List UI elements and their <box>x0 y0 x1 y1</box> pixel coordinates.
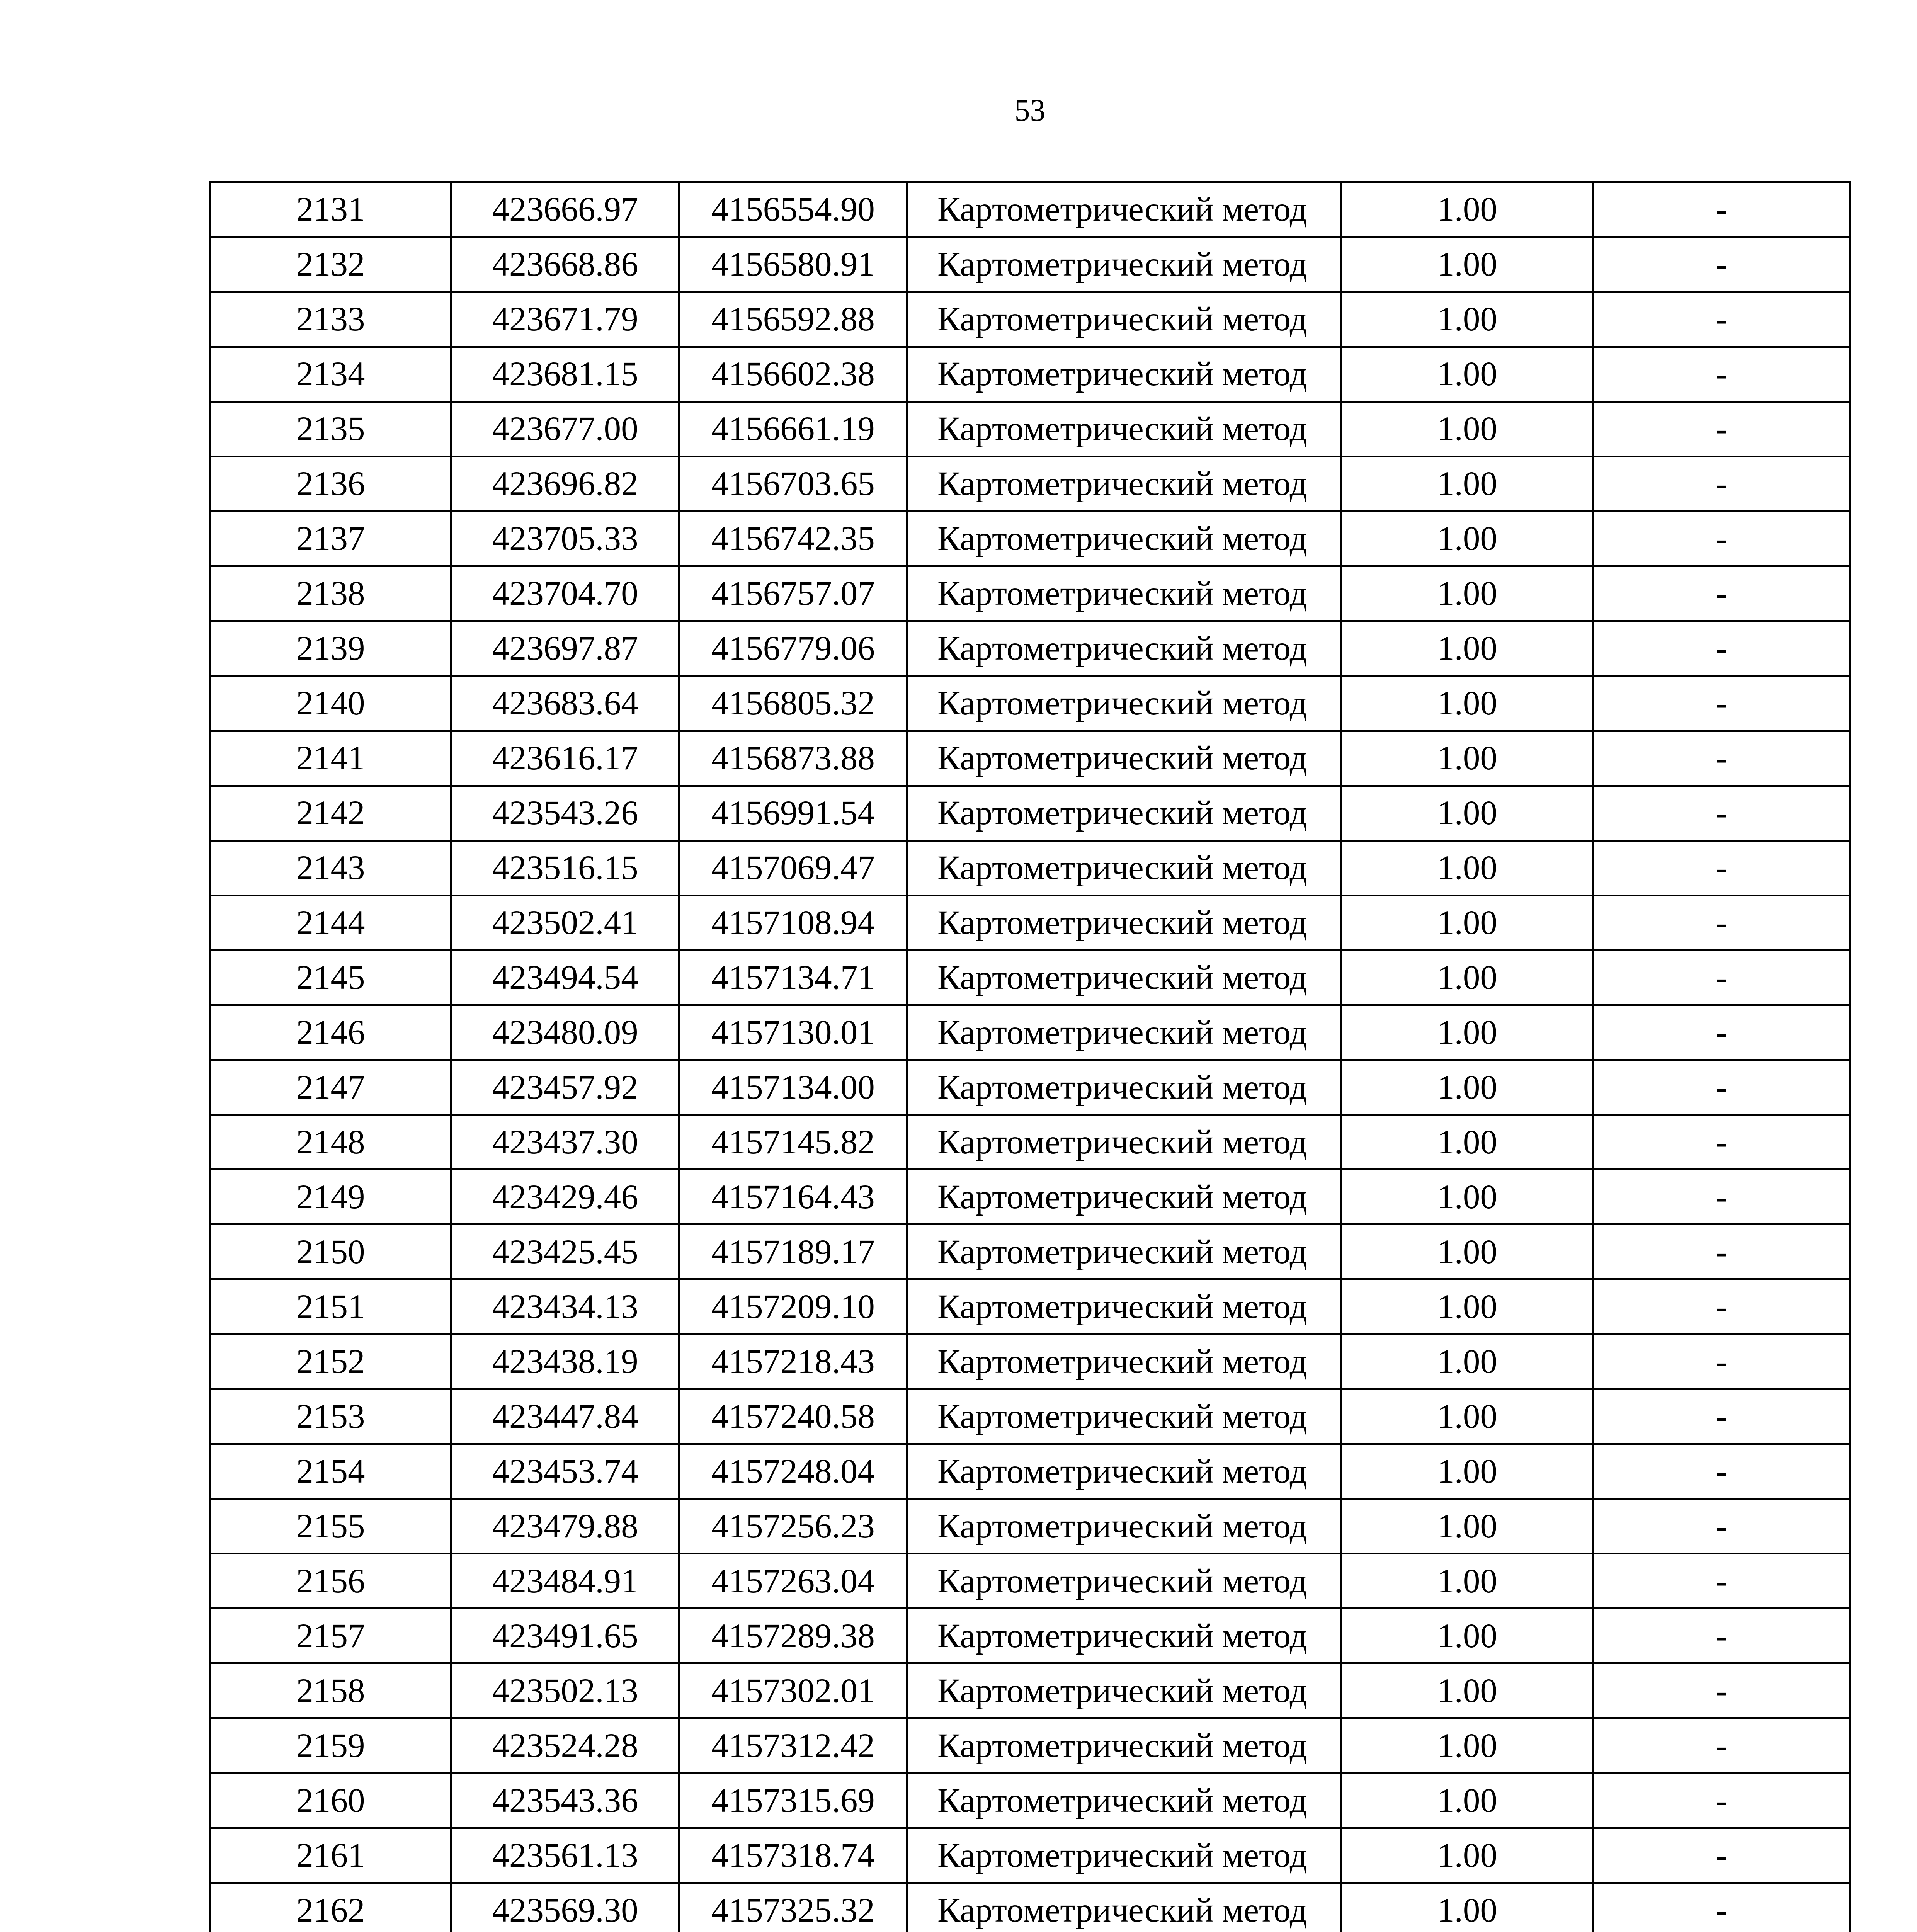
description-cell: - <box>1594 566 1850 621</box>
table-row <box>210 1170 1850 1225</box>
x-coordinate-cell: 423616.17 <box>451 731 679 786</box>
accuracy-cell: 1.00 <box>1341 237 1594 292</box>
method-cell: Картометрический метод <box>907 1115 1341 1170</box>
y-coordinate-cell: 4156742.35 <box>679 511 907 566</box>
point-number-cell: 2144 <box>210 895 451 950</box>
description-cell: - <box>1594 511 1850 566</box>
point-number-cell: 2131 <box>210 182 451 237</box>
point-number-cell: 2148 <box>210 1115 451 1170</box>
table-row <box>210 1499 1850 1554</box>
y-coordinate-cell: 4157248.04 <box>679 1444 907 1499</box>
method-cell: Картометрический метод <box>907 292 1341 347</box>
description-cell: - <box>1594 676 1850 731</box>
method-cell: Картометрический метод <box>907 511 1341 566</box>
table-row <box>210 292 1850 347</box>
description-cell: - <box>1594 1828 1850 1883</box>
x-coordinate-cell: 423704.70 <box>451 566 679 621</box>
description-cell: - <box>1594 895 1850 950</box>
table-row <box>210 1389 1850 1444</box>
y-coordinate-cell: 4156757.07 <box>679 566 907 621</box>
y-coordinate-cell: 4157240.58 <box>679 1389 907 1444</box>
y-coordinate-cell: 4156779.06 <box>679 621 907 676</box>
table-row <box>210 786 1850 840</box>
description-cell: - <box>1594 456 1850 511</box>
description-cell: - <box>1594 1279 1850 1334</box>
table-row <box>210 676 1850 731</box>
accuracy-cell: 1.00 <box>1341 840 1594 895</box>
y-coordinate-cell: 4156580.91 <box>679 237 907 292</box>
accuracy-cell: 1.00 <box>1341 347 1594 401</box>
table-row <box>210 950 1850 1005</box>
accuracy-cell: 1.00 <box>1341 1334 1594 1389</box>
method-cell: Картометрический метод <box>907 1334 1341 1389</box>
description-cell: - <box>1594 182 1850 237</box>
accuracy-cell: 1.00 <box>1341 1060 1594 1115</box>
accuracy-cell: 1.00 <box>1341 1828 1594 1883</box>
x-coordinate-cell: 423502.41 <box>451 895 679 950</box>
table-row <box>210 1883 1850 1932</box>
description-cell: - <box>1594 1499 1850 1554</box>
x-coordinate-cell: 423683.64 <box>451 676 679 731</box>
description-cell: - <box>1594 237 1850 292</box>
accuracy-cell: 1.00 <box>1341 731 1594 786</box>
y-coordinate-cell: 4157134.71 <box>679 950 907 1005</box>
accuracy-cell: 1.00 <box>1341 621 1594 676</box>
table-row <box>210 1609 1850 1663</box>
x-coordinate-cell: 423671.79 <box>451 292 679 347</box>
accuracy-cell: 1.00 <box>1341 1005 1594 1060</box>
y-coordinate-cell: 4157325.32 <box>679 1883 907 1932</box>
description-cell: - <box>1594 1444 1850 1499</box>
method-cell: Картометрический метод <box>907 840 1341 895</box>
accuracy-cell: 1.00 <box>1341 511 1594 566</box>
point-number-cell: 2147 <box>210 1060 451 1115</box>
method-cell: Картометрический метод <box>907 1554 1341 1609</box>
x-coordinate-cell: 423697.87 <box>451 621 679 676</box>
point-number-cell: 2157 <box>210 1609 451 1663</box>
description-cell: - <box>1594 1883 1850 1932</box>
description-cell: - <box>1594 1609 1850 1663</box>
y-coordinate-cell: 4156873.88 <box>679 731 907 786</box>
table-row <box>210 237 1850 292</box>
point-number-cell: 2151 <box>210 1279 451 1334</box>
point-number-cell: 2161 <box>210 1828 451 1883</box>
table-row <box>210 895 1850 950</box>
description-cell: - <box>1594 1060 1850 1115</box>
table-row <box>210 1663 1850 1718</box>
accuracy-cell: 1.00 <box>1341 1499 1594 1554</box>
x-coordinate-cell: 423491.65 <box>451 1609 679 1663</box>
accuracy-cell: 1.00 <box>1341 786 1594 840</box>
x-coordinate-cell: 423677.00 <box>451 401 679 456</box>
y-coordinate-cell: 4157315.69 <box>679 1773 907 1828</box>
table-row <box>210 1060 1850 1115</box>
table-row <box>210 840 1850 895</box>
description-cell: - <box>1594 347 1850 401</box>
table-row <box>210 1773 1850 1828</box>
method-cell: Картометрический метод <box>907 566 1341 621</box>
method-cell: Картометрический метод <box>907 347 1341 401</box>
method-cell: Картометрический метод <box>907 621 1341 676</box>
y-coordinate-cell: 4156661.19 <box>679 401 907 456</box>
method-cell: Картометрический метод <box>907 1389 1341 1444</box>
accuracy-cell: 1.00 <box>1341 1609 1594 1663</box>
x-coordinate-cell: 423484.91 <box>451 1554 679 1609</box>
table-row <box>210 1828 1850 1883</box>
x-coordinate-cell: 423479.88 <box>451 1499 679 1554</box>
table-row <box>210 1444 1850 1499</box>
description-cell: - <box>1594 786 1850 840</box>
point-number-cell: 2160 <box>210 1773 451 1828</box>
table-row <box>210 347 1850 401</box>
point-number-cell: 2145 <box>210 950 451 1005</box>
method-cell: Картометрический метод <box>907 1005 1341 1060</box>
accuracy-cell: 1.00 <box>1341 1554 1594 1609</box>
point-number-cell: 2154 <box>210 1444 451 1499</box>
table-row <box>210 1005 1850 1060</box>
table-row <box>210 182 1850 237</box>
table-row <box>210 731 1850 786</box>
description-cell: - <box>1594 1554 1850 1609</box>
table-row <box>210 566 1850 621</box>
method-cell: Картометрический метод <box>907 731 1341 786</box>
point-number-cell: 2153 <box>210 1389 451 1444</box>
accuracy-cell: 1.00 <box>1341 566 1594 621</box>
accuracy-cell: 1.00 <box>1341 1883 1594 1932</box>
x-coordinate-cell: 423543.26 <box>451 786 679 840</box>
accuracy-cell: 1.00 <box>1341 1279 1594 1334</box>
point-number-cell: 2156 <box>210 1554 451 1609</box>
x-coordinate-cell: 423480.09 <box>451 1005 679 1060</box>
x-coordinate-cell: 423457.92 <box>451 1060 679 1115</box>
method-cell: Картометрический метод <box>907 182 1341 237</box>
table-row <box>210 1554 1850 1609</box>
y-coordinate-cell: 4157209.10 <box>679 1279 907 1334</box>
x-coordinate-cell: 423569.30 <box>451 1883 679 1932</box>
point-number-cell: 2149 <box>210 1170 451 1225</box>
y-coordinate-cell: 4157164.43 <box>679 1170 907 1225</box>
table-row <box>210 511 1850 566</box>
coordinates-table <box>209 181 1851 1932</box>
point-number-cell: 2152 <box>210 1334 451 1389</box>
method-cell: Картометрический метод <box>907 1060 1341 1115</box>
description-cell: - <box>1594 401 1850 456</box>
point-number-cell: 2135 <box>210 401 451 456</box>
x-coordinate-cell: 423516.15 <box>451 840 679 895</box>
description-cell: - <box>1594 621 1850 676</box>
method-cell: Картометрический метод <box>907 786 1341 840</box>
accuracy-cell: 1.00 <box>1341 950 1594 1005</box>
x-coordinate-cell: 423434.13 <box>451 1279 679 1334</box>
x-coordinate-cell: 423705.33 <box>451 511 679 566</box>
point-number-cell: 2158 <box>210 1663 451 1718</box>
x-coordinate-cell: 423561.13 <box>451 1828 679 1883</box>
description-cell: - <box>1594 1663 1850 1718</box>
y-coordinate-cell: 4157189.17 <box>679 1225 907 1279</box>
table-row <box>210 401 1850 456</box>
point-number-cell: 2132 <box>210 237 451 292</box>
method-cell: Картометрический метод <box>907 1718 1341 1773</box>
x-coordinate-cell: 423494.54 <box>451 950 679 1005</box>
x-coordinate-cell: 423524.28 <box>451 1718 679 1773</box>
page-number: 53 <box>1014 94 1046 128</box>
method-cell: Картометрический метод <box>907 401 1341 456</box>
point-number-cell: 2146 <box>210 1005 451 1060</box>
description-cell: - <box>1594 1225 1850 1279</box>
x-coordinate-cell: 423668.86 <box>451 237 679 292</box>
y-coordinate-cell: 4156554.90 <box>679 182 907 237</box>
point-number-cell: 2143 <box>210 840 451 895</box>
y-coordinate-cell: 4157318.74 <box>679 1828 907 1883</box>
description-cell: - <box>1594 731 1850 786</box>
accuracy-cell: 1.00 <box>1341 456 1594 511</box>
description-cell: - <box>1594 840 1850 895</box>
point-number-cell: 2138 <box>210 566 451 621</box>
method-cell: Картометрический метод <box>907 1279 1341 1334</box>
point-number-cell: 2137 <box>210 511 451 566</box>
table-row <box>210 621 1850 676</box>
y-coordinate-cell: 4157134.00 <box>679 1060 907 1115</box>
y-coordinate-cell: 4157263.04 <box>679 1554 907 1609</box>
accuracy-cell: 1.00 <box>1341 1389 1594 1444</box>
accuracy-cell: 1.00 <box>1341 292 1594 347</box>
accuracy-cell: 1.00 <box>1341 1718 1594 1773</box>
table-row <box>210 1718 1850 1773</box>
method-cell: Картометрический метод <box>907 1773 1341 1828</box>
method-cell: Картометрический метод <box>907 1444 1341 1499</box>
description-cell: - <box>1594 1773 1850 1828</box>
accuracy-cell: 1.00 <box>1341 1773 1594 1828</box>
description-cell: - <box>1594 950 1850 1005</box>
point-number-cell: 2141 <box>210 731 451 786</box>
accuracy-cell: 1.00 <box>1341 1115 1594 1170</box>
x-coordinate-cell: 423696.82 <box>451 456 679 511</box>
x-coordinate-cell: 423681.15 <box>451 347 679 401</box>
accuracy-cell: 1.00 <box>1341 401 1594 456</box>
description-cell: - <box>1594 292 1850 347</box>
table-row <box>210 1334 1850 1389</box>
y-coordinate-cell: 4157130.01 <box>679 1005 907 1060</box>
method-cell: Картометрический метод <box>907 895 1341 950</box>
y-coordinate-cell: 4157312.42 <box>679 1718 907 1773</box>
method-cell: Картометрический метод <box>907 1828 1341 1883</box>
accuracy-cell: 1.00 <box>1341 1663 1594 1718</box>
point-number-cell: 2155 <box>210 1499 451 1554</box>
point-number-cell: 2150 <box>210 1225 451 1279</box>
table-row <box>210 456 1850 511</box>
description-cell: - <box>1594 1389 1850 1444</box>
y-coordinate-cell: 4156703.65 <box>679 456 907 511</box>
description-cell: - <box>1594 1115 1850 1170</box>
description-cell: - <box>1594 1718 1850 1773</box>
y-coordinate-cell: 4157289.38 <box>679 1609 907 1663</box>
y-coordinate-cell: 4156805.32 <box>679 676 907 731</box>
accuracy-cell: 1.00 <box>1341 676 1594 731</box>
x-coordinate-cell: 423437.30 <box>451 1115 679 1170</box>
y-coordinate-cell: 4157256.23 <box>679 1499 907 1554</box>
x-coordinate-cell: 423425.45 <box>451 1225 679 1279</box>
y-coordinate-cell: 4157145.82 <box>679 1115 907 1170</box>
method-cell: Картометрический метод <box>907 1663 1341 1718</box>
x-coordinate-cell: 423438.19 <box>451 1334 679 1389</box>
y-coordinate-cell: 4156592.88 <box>679 292 907 347</box>
method-cell: Картометрический метод <box>907 1499 1341 1554</box>
x-coordinate-cell: 423453.74 <box>451 1444 679 1499</box>
x-coordinate-cell: 423447.84 <box>451 1389 679 1444</box>
table-row <box>210 1279 1850 1334</box>
method-cell: Картометрический метод <box>907 1883 1341 1932</box>
y-coordinate-cell: 4157069.47 <box>679 840 907 895</box>
method-cell: Картометрический метод <box>907 237 1341 292</box>
point-number-cell: 2134 <box>210 347 451 401</box>
method-cell: Картометрический метод <box>907 456 1341 511</box>
table-row <box>210 1115 1850 1170</box>
x-coordinate-cell: 423543.36 <box>451 1773 679 1828</box>
accuracy-cell: 1.00 <box>1341 1170 1594 1225</box>
method-cell: Картометрический метод <box>907 1609 1341 1663</box>
x-coordinate-cell: 423429.46 <box>451 1170 679 1225</box>
y-coordinate-cell: 4157218.43 <box>679 1334 907 1389</box>
table-row <box>210 1225 1850 1279</box>
table-body <box>210 182 1850 1932</box>
method-cell: Картометрический метод <box>907 950 1341 1005</box>
description-cell: - <box>1594 1334 1850 1389</box>
accuracy-cell: 1.00 <box>1341 895 1594 950</box>
accuracy-cell: 1.00 <box>1341 1444 1594 1499</box>
accuracy-cell: 1.00 <box>1341 182 1594 237</box>
x-coordinate-cell: 423502.13 <box>451 1663 679 1718</box>
description-cell: - <box>1594 1170 1850 1225</box>
method-cell: Картометрический метод <box>907 1170 1341 1225</box>
point-number-cell: 2142 <box>210 786 451 840</box>
description-cell: - <box>1594 1005 1850 1060</box>
point-number-cell: 2136 <box>210 456 451 511</box>
x-coordinate-cell: 423666.97 <box>451 182 679 237</box>
point-number-cell: 2159 <box>210 1718 451 1773</box>
point-number-cell: 2133 <box>210 292 451 347</box>
method-cell: Картометрический метод <box>907 1225 1341 1279</box>
y-coordinate-cell: 4157302.01 <box>679 1663 907 1718</box>
y-coordinate-cell: 4157108.94 <box>679 895 907 950</box>
point-number-cell: 2140 <box>210 676 451 731</box>
point-number-cell: 2139 <box>210 621 451 676</box>
method-cell: Картометрический метод <box>907 676 1341 731</box>
y-coordinate-cell: 4156602.38 <box>679 347 907 401</box>
accuracy-cell: 1.00 <box>1341 1225 1594 1279</box>
point-number-cell: 2162 <box>210 1883 451 1932</box>
y-coordinate-cell: 4156991.54 <box>679 786 907 840</box>
